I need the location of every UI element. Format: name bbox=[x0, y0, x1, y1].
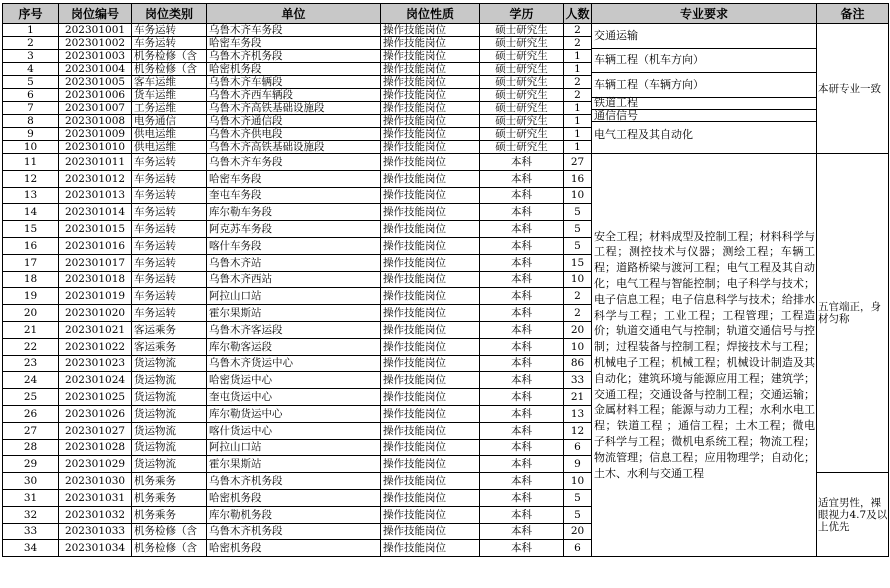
cell-count: 5 bbox=[564, 506, 592, 523]
cell-count: 86 bbox=[564, 355, 592, 372]
cell-unit: 阿拉山口站 bbox=[207, 439, 381, 456]
cell-code: 202301003 bbox=[59, 50, 132, 63]
cell-cat: 货运物流 bbox=[132, 422, 207, 439]
cell-no: 31 bbox=[3, 489, 59, 506]
cell-nature: 操作技能岗位 bbox=[381, 305, 480, 322]
cell-no: 32 bbox=[3, 506, 59, 523]
cell-no: 2 bbox=[3, 37, 59, 50]
cell-nature: 操作技能岗位 bbox=[381, 321, 480, 338]
cell-code: 202301017 bbox=[59, 254, 132, 271]
cell-nature: 操作技能岗位 bbox=[381, 237, 480, 254]
cell-code: 202301006 bbox=[59, 89, 132, 102]
cell-nature: 操作技能岗位 bbox=[381, 170, 480, 187]
cell-count: 5 bbox=[564, 221, 592, 238]
cell-no: 24 bbox=[3, 372, 59, 389]
major-bachelor-cell bbox=[592, 154, 817, 557]
cell-no: 6 bbox=[3, 89, 59, 102]
cell-cat: 机务检修（含 bbox=[132, 540, 207, 557]
cell-cat: 机务乘务 bbox=[132, 473, 207, 490]
cell-edu: 本科 bbox=[480, 473, 564, 490]
cell-no: 7 bbox=[3, 102, 59, 115]
cell-nature: 操作技能岗位 bbox=[381, 89, 480, 102]
cell-code: 202301014 bbox=[59, 204, 132, 221]
cell-cat: 机务检修（含 bbox=[132, 523, 207, 540]
cell-no: 9 bbox=[3, 128, 59, 141]
cell-no: 34 bbox=[3, 540, 59, 557]
cell-code: 202301010 bbox=[59, 141, 132, 154]
cell-edu: 硕士研究生 bbox=[480, 115, 564, 128]
cell-edu: 本科 bbox=[480, 288, 564, 305]
cell-cat: 车务运转 bbox=[132, 204, 207, 221]
cell-count: 1 bbox=[564, 115, 592, 128]
cell-count: 2 bbox=[564, 24, 592, 37]
cell-code: 202301031 bbox=[59, 489, 132, 506]
cell-unit: 乌鲁木齐站 bbox=[207, 254, 381, 271]
table-row bbox=[3, 154, 889, 171]
cell-code: 202301032 bbox=[59, 506, 132, 523]
header-cell: 岗位类别 bbox=[132, 4, 207, 24]
cell-no: 12 bbox=[3, 170, 59, 187]
cell-nature: 操作技能岗位 bbox=[381, 506, 480, 523]
cell-nature: 操作技能岗位 bbox=[381, 540, 480, 557]
cell-count: 2 bbox=[564, 89, 592, 102]
cell-cat: 货运物流 bbox=[132, 355, 207, 372]
cell-no: 11 bbox=[3, 154, 59, 171]
cell-unit: 乌鲁木齐机务段 bbox=[207, 50, 381, 63]
header-cell: 备注 bbox=[817, 4, 889, 24]
cell-nature: 操作技能岗位 bbox=[381, 221, 480, 238]
cell-no: 4 bbox=[3, 63, 59, 76]
cell-code: 202301021 bbox=[59, 321, 132, 338]
cell-count: 1 bbox=[564, 141, 592, 154]
cell-code: 202301034 bbox=[59, 540, 132, 557]
cell-unit: 哈密车务段 bbox=[207, 170, 381, 187]
header-row bbox=[3, 4, 889, 24]
cell-code: 202301018 bbox=[59, 271, 132, 288]
cell-nature: 操作技能岗位 bbox=[381, 141, 480, 154]
cell-code: 202301027 bbox=[59, 422, 132, 439]
cell-edu: 本科 bbox=[480, 540, 564, 557]
cell-no: 17 bbox=[3, 254, 59, 271]
cell-cat: 机务乘务 bbox=[132, 506, 207, 523]
cell-unit: 库尔勒货运中心 bbox=[207, 405, 381, 422]
cell-no: 28 bbox=[3, 439, 59, 456]
cell-edu: 本科 bbox=[480, 187, 564, 204]
cell-no: 33 bbox=[3, 523, 59, 540]
cell-code: 202301013 bbox=[59, 187, 132, 204]
major-grad-list bbox=[592, 24, 816, 147]
cell-count: 10 bbox=[564, 271, 592, 288]
cell-no: 20 bbox=[3, 305, 59, 322]
cell-edu: 本科 bbox=[480, 237, 564, 254]
note-bottom: 适宜男性，裸眼视力4.7及以上优先 bbox=[817, 473, 889, 557]
cell-edu: 本科 bbox=[480, 321, 564, 338]
cell-cat: 机务检修（含 bbox=[132, 63, 207, 76]
major-grad-item: 铁道工程 bbox=[592, 98, 816, 110]
cell-edu: 本科 bbox=[480, 372, 564, 389]
cell-unit: 库尔勒车务段 bbox=[207, 204, 381, 221]
cell-cat: 货运物流 bbox=[132, 456, 207, 473]
cell-code: 202301001 bbox=[59, 24, 132, 37]
cell-code: 202301012 bbox=[59, 170, 132, 187]
cell-cat: 客运乘务 bbox=[132, 321, 207, 338]
cell-unit: 霍尔果斯站 bbox=[207, 305, 381, 322]
note-mid: 五官端正，身材匀称 bbox=[817, 154, 889, 473]
cell-code: 202301002 bbox=[59, 37, 132, 50]
cell-code: 202301024 bbox=[59, 372, 132, 389]
cell-cat: 货运物流 bbox=[132, 405, 207, 422]
cell-nature: 操作技能岗位 bbox=[381, 523, 480, 540]
cell-count: 21 bbox=[564, 389, 592, 406]
major-grad-item: 交通运输 bbox=[592, 24, 816, 49]
cell-code: 202301016 bbox=[59, 237, 132, 254]
cell-nature: 操作技能岗位 bbox=[381, 37, 480, 50]
cell-code: 202301022 bbox=[59, 338, 132, 355]
cell-edu: 本科 bbox=[480, 221, 564, 238]
cell-nature: 操作技能岗位 bbox=[381, 204, 480, 221]
cell-no: 8 bbox=[3, 115, 59, 128]
cell-no: 15 bbox=[3, 221, 59, 238]
cell-code: 202301007 bbox=[59, 102, 132, 115]
cell-edu: 本科 bbox=[480, 305, 564, 322]
cell-unit: 喀什货运中心 bbox=[207, 422, 381, 439]
recruitment-table bbox=[2, 3, 889, 557]
header-cell: 学历 bbox=[480, 4, 564, 24]
header-cell: 岗位性质 bbox=[381, 4, 480, 24]
cell-cat: 货运物流 bbox=[132, 372, 207, 389]
cell-no: 26 bbox=[3, 405, 59, 422]
cell-count: 20 bbox=[564, 523, 592, 540]
cell-edu: 本科 bbox=[480, 422, 564, 439]
cell-edu: 硕士研究生 bbox=[480, 76, 564, 89]
cell-edu: 硕士研究生 bbox=[480, 24, 564, 37]
major-grad-item: 通信信号 bbox=[592, 110, 816, 122]
header-cell: 岗位编号 bbox=[59, 4, 132, 24]
cell-cat: 电务通信 bbox=[132, 115, 207, 128]
cell-code: 202301023 bbox=[59, 355, 132, 372]
cell-code: 202301025 bbox=[59, 389, 132, 406]
cell-cat: 客车运维 bbox=[132, 76, 207, 89]
cell-unit: 乌鲁木齐西车辆段 bbox=[207, 89, 381, 102]
cell-count: 2 bbox=[564, 288, 592, 305]
cell-unit: 哈密货运中心 bbox=[207, 372, 381, 389]
cell-edu: 本科 bbox=[480, 389, 564, 406]
cell-edu: 本科 bbox=[480, 154, 564, 171]
cell-cat: 货运物流 bbox=[132, 389, 207, 406]
cell-cat: 车务运转 bbox=[132, 24, 207, 37]
cell-code: 202301028 bbox=[59, 439, 132, 456]
cell-unit: 乌鲁木齐车辆段 bbox=[207, 76, 381, 89]
cell-unit: 乌鲁木齐货运中心 bbox=[207, 355, 381, 372]
cell-nature: 操作技能岗位 bbox=[381, 187, 480, 204]
cell-count: 20 bbox=[564, 321, 592, 338]
cell-nature: 操作技能岗位 bbox=[381, 154, 480, 171]
cell-code: 202301011 bbox=[59, 154, 132, 171]
cell-count: 10 bbox=[564, 338, 592, 355]
cell-cat: 车务运转 bbox=[132, 305, 207, 322]
cell-nature: 操作技能岗位 bbox=[381, 389, 480, 406]
cell-count: 2 bbox=[564, 37, 592, 50]
cell-count: 12 bbox=[564, 422, 592, 439]
note-grad: 本研专业一致 bbox=[817, 24, 889, 154]
cell-unit: 乌鲁木齐供电段 bbox=[207, 128, 381, 141]
cell-count: 6 bbox=[564, 540, 592, 557]
cell-count: 16 bbox=[564, 170, 592, 187]
cell-unit: 乌鲁木齐高铁基础设施段 bbox=[207, 141, 381, 154]
cell-cat: 车务运转 bbox=[132, 221, 207, 238]
cell-code: 202301019 bbox=[59, 288, 132, 305]
cell-no: 13 bbox=[3, 187, 59, 204]
cell-nature: 操作技能岗位 bbox=[381, 115, 480, 128]
cell-nature: 操作技能岗位 bbox=[381, 24, 480, 37]
major-grad-cell bbox=[592, 24, 817, 154]
cell-edu: 本科 bbox=[480, 506, 564, 523]
cell-cat: 机务检修（含 bbox=[132, 50, 207, 63]
cell-unit: 乌鲁木齐通信段 bbox=[207, 115, 381, 128]
cell-no: 22 bbox=[3, 338, 59, 355]
cell-edu: 本科 bbox=[480, 204, 564, 221]
cell-count: 5 bbox=[564, 204, 592, 221]
header-cell: 序号 bbox=[3, 4, 59, 24]
cell-count: 27 bbox=[564, 154, 592, 171]
cell-count: 1 bbox=[564, 63, 592, 76]
cell-unit: 阿拉山口站 bbox=[207, 288, 381, 305]
cell-unit: 乌鲁木齐车务段 bbox=[207, 24, 381, 37]
cell-unit: 乌鲁木齐西站 bbox=[207, 271, 381, 288]
cell-unit: 库尔勒机务段 bbox=[207, 506, 381, 523]
cell-edu: 硕士研究生 bbox=[480, 50, 564, 63]
cell-cat: 车务运转 bbox=[132, 187, 207, 204]
cell-nature: 操作技能岗位 bbox=[381, 128, 480, 141]
cell-cat: 工务运维 bbox=[132, 102, 207, 115]
major-grad-item: 车辆工程（车辆方向） bbox=[592, 73, 816, 98]
cell-count: 5 bbox=[564, 237, 592, 254]
cell-nature: 操作技能岗位 bbox=[381, 63, 480, 76]
cell-count: 1 bbox=[564, 102, 592, 115]
cell-unit: 乌鲁木齐车务段 bbox=[207, 154, 381, 171]
cell-unit: 库尔勒客运段 bbox=[207, 338, 381, 355]
cell-cat: 车务运转 bbox=[132, 271, 207, 288]
cell-count: 13 bbox=[564, 405, 592, 422]
cell-unit: 哈密机务段 bbox=[207, 540, 381, 557]
cell-nature: 操作技能岗位 bbox=[381, 439, 480, 456]
cell-no: 21 bbox=[3, 321, 59, 338]
cell-unit: 乌鲁木齐机务段 bbox=[207, 523, 381, 540]
cell-cat: 车务运转 bbox=[132, 154, 207, 171]
cell-no: 1 bbox=[3, 24, 59, 37]
cell-unit: 阿克苏车务段 bbox=[207, 221, 381, 238]
cell-no: 23 bbox=[3, 355, 59, 372]
cell-edu: 硕士研究生 bbox=[480, 102, 564, 115]
cell-nature: 操作技能岗位 bbox=[381, 355, 480, 372]
cell-code: 202301026 bbox=[59, 405, 132, 422]
cell-no: 29 bbox=[3, 456, 59, 473]
header-cell: 人数 bbox=[564, 4, 592, 24]
cell-no: 16 bbox=[3, 237, 59, 254]
cell-edu: 本科 bbox=[480, 405, 564, 422]
cell-no: 30 bbox=[3, 473, 59, 490]
cell-no: 10 bbox=[3, 141, 59, 154]
cell-unit: 霍尔果斯站 bbox=[207, 456, 381, 473]
cell-no: 19 bbox=[3, 288, 59, 305]
cell-unit: 乌鲁木齐客运段 bbox=[207, 321, 381, 338]
cell-edu: 本科 bbox=[480, 271, 564, 288]
cell-code: 202301030 bbox=[59, 473, 132, 490]
cell-unit: 奎屯货运中心 bbox=[207, 389, 381, 406]
cell-count: 15 bbox=[564, 254, 592, 271]
cell-no: 3 bbox=[3, 50, 59, 63]
cell-nature: 操作技能岗位 bbox=[381, 76, 480, 89]
header-cell: 专业要求 bbox=[592, 4, 817, 24]
cell-cat: 客运乘务 bbox=[132, 338, 207, 355]
cell-cat: 车务运转 bbox=[132, 237, 207, 254]
cell-edu: 本科 bbox=[480, 439, 564, 456]
cell-nature: 操作技能岗位 bbox=[381, 473, 480, 490]
table-row bbox=[3, 24, 889, 37]
cell-no: 27 bbox=[3, 422, 59, 439]
cell-edu: 硕士研究生 bbox=[480, 63, 564, 76]
cell-cat: 车务运转 bbox=[132, 288, 207, 305]
cell-nature: 操作技能岗位 bbox=[381, 456, 480, 473]
cell-cat: 车务运转 bbox=[132, 37, 207, 50]
cell-edu: 硕士研究生 bbox=[480, 128, 564, 141]
cell-cat: 车务运转 bbox=[132, 254, 207, 271]
cell-nature: 操作技能岗位 bbox=[381, 288, 480, 305]
cell-nature: 操作技能岗位 bbox=[381, 372, 480, 389]
cell-nature: 操作技能岗位 bbox=[381, 102, 480, 115]
major-bachelor-text: 安全工程；材料成型及控制工程；材料科学与工程；测控技术与仪器；测绘工程；车辆工程；道路桥梁与渡河工程；电气工程及其自动化；电气工程与智能控制；电子科学与技术；电子信息工程；电子信息科学与技术；给排水科学与工程；工业工程；工程管理；工程造价；轨道交通电气与控制；轨道交通信号与控制；过程装备与控制工程；焊接技术与工程；机械电子工程；机械工程；机械设计制造及其自动化；建筑环境与能源应用工程；建筑学；交通工程；交通设备与控制工程；交通运输；金属材料工程；能源与动力工程；水利水电工程；铁道工程 ；通信工程；土木工程；微电子科学与工程；微机电系统工程；物流工程；物流管理；信息工程；应用物理学；自动化；土木、水利与交通工程 bbox=[594, 229, 815, 480]
cell-code: 202301015 bbox=[59, 221, 132, 238]
cell-count: 1 bbox=[564, 50, 592, 63]
cell-no: 14 bbox=[3, 204, 59, 221]
cell-count: 5 bbox=[564, 489, 592, 506]
cell-unit: 奎屯车务段 bbox=[207, 187, 381, 204]
cell-nature: 操作技能岗位 bbox=[381, 271, 480, 288]
cell-code: 202301020 bbox=[59, 305, 132, 322]
cell-code: 202301033 bbox=[59, 523, 132, 540]
cell-unit: 乌鲁木齐机务段 bbox=[207, 473, 381, 490]
cell-cat: 供电运维 bbox=[132, 128, 207, 141]
cell-count: 10 bbox=[564, 187, 592, 204]
cell-count: 10 bbox=[564, 473, 592, 490]
cell-count: 33 bbox=[564, 372, 592, 389]
cell-count: 9 bbox=[564, 456, 592, 473]
cell-edu: 本科 bbox=[480, 523, 564, 540]
cell-cat: 机务乘务 bbox=[132, 489, 207, 506]
cell-no: 25 bbox=[3, 389, 59, 406]
cell-edu: 本科 bbox=[480, 456, 564, 473]
cell-edu: 硕士研究生 bbox=[480, 37, 564, 50]
cell-edu: 本科 bbox=[480, 170, 564, 187]
major-grad-item: 车辆工程（机车方向） bbox=[592, 49, 816, 74]
cell-cat: 货车运维 bbox=[132, 89, 207, 102]
cell-no: 5 bbox=[3, 76, 59, 89]
cell-no: 18 bbox=[3, 271, 59, 288]
cell-cat: 供电运维 bbox=[132, 141, 207, 154]
cell-unit: 哈密车务段 bbox=[207, 37, 381, 50]
cell-edu: 本科 bbox=[480, 254, 564, 271]
cell-code: 202301004 bbox=[59, 63, 132, 76]
cell-nature: 操作技能岗位 bbox=[381, 338, 480, 355]
cell-edu: 本科 bbox=[480, 338, 564, 355]
cell-count: 6 bbox=[564, 439, 592, 456]
cell-unit: 喀什车务段 bbox=[207, 237, 381, 254]
header-cell: 单位 bbox=[207, 4, 381, 24]
cell-code: 202301005 bbox=[59, 76, 132, 89]
cell-unit: 乌鲁木齐高铁基础设施段 bbox=[207, 102, 381, 115]
cell-cat: 货运物流 bbox=[132, 439, 207, 456]
cell-cat: 车务运转 bbox=[132, 170, 207, 187]
cell-unit: 哈密机务段 bbox=[207, 63, 381, 76]
cell-code: 202301029 bbox=[59, 456, 132, 473]
cell-nature: 操作技能岗位 bbox=[381, 254, 480, 271]
cell-code: 202301008 bbox=[59, 115, 132, 128]
cell-count: 1 bbox=[564, 128, 592, 141]
cell-edu: 硕士研究生 bbox=[480, 141, 564, 154]
cell-count: 2 bbox=[564, 305, 592, 322]
table-body bbox=[3, 24, 889, 557]
cell-count: 2 bbox=[564, 76, 592, 89]
cell-nature: 操作技能岗位 bbox=[381, 405, 480, 422]
cell-nature: 操作技能岗位 bbox=[381, 422, 480, 439]
cell-nature: 操作技能岗位 bbox=[381, 50, 480, 63]
major-grad-item: 电气工程及其自动化 bbox=[594, 127, 693, 141]
cell-nature: 操作技能岗位 bbox=[381, 489, 480, 506]
cell-edu: 硕士研究生 bbox=[480, 89, 564, 102]
cell-code: 202301009 bbox=[59, 128, 132, 141]
cell-edu: 本科 bbox=[480, 355, 564, 372]
cell-edu: 本科 bbox=[480, 489, 564, 506]
cell-unit: 哈密机务段 bbox=[207, 489, 381, 506]
